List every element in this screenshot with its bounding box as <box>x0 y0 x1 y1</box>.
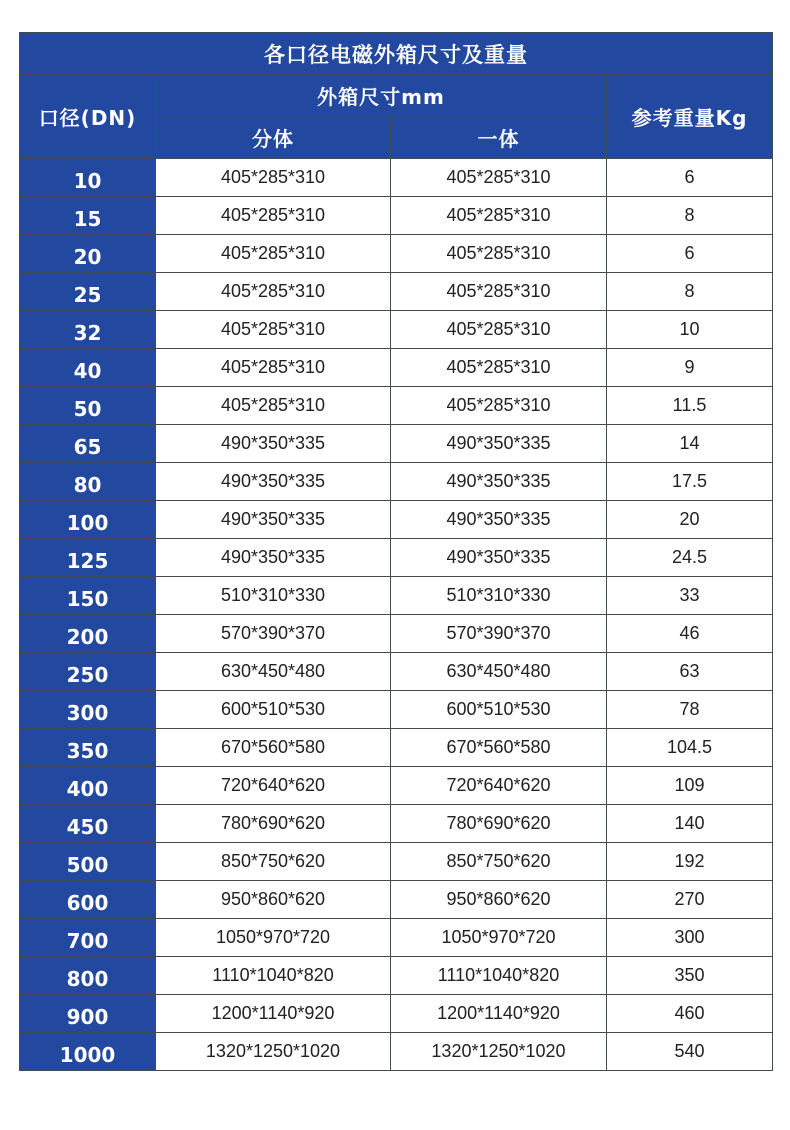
cell-dn-label: 15 <box>73 206 102 231</box>
cell-weight: 270 <box>607 881 773 919</box>
table-row <box>20 843 773 881</box>
cell-split-size: 490*350*335 <box>156 539 391 577</box>
cell-split-size: 405*285*310 <box>156 349 391 387</box>
cell-split-size: 570*390*370 <box>156 615 391 653</box>
table-body <box>20 159 773 1071</box>
cell-weight: 109 <box>607 767 773 805</box>
cell-dn-label: 700 <box>66 928 109 953</box>
cell-dn <box>20 957 156 995</box>
cell-integrated-size: 780*690*620 <box>391 805 607 843</box>
cell-integrated-size: 490*350*335 <box>391 463 607 501</box>
cell-integrated-size: 950*860*620 <box>391 881 607 919</box>
table-row <box>20 729 773 767</box>
table-row <box>20 501 773 539</box>
cell-dn-label: 250 <box>66 662 109 687</box>
header-split: 分体 <box>156 116 391 159</box>
table-row <box>20 805 773 843</box>
cell-integrated-size: 405*285*310 <box>391 311 607 349</box>
cell-integrated-size: 405*285*310 <box>391 159 607 197</box>
header-integrated: 一体 <box>391 116 607 159</box>
cell-dn <box>20 425 156 463</box>
cell-integrated-size: 1200*1140*920 <box>391 995 607 1033</box>
table-row <box>20 463 773 501</box>
cell-dn <box>20 197 156 235</box>
cell-dn <box>20 843 156 881</box>
cell-split-size: 600*510*530 <box>156 691 391 729</box>
table-row <box>20 919 773 957</box>
cell-dn-label: 600 <box>66 890 109 915</box>
cell-integrated-size: 405*285*310 <box>391 197 607 235</box>
table-row <box>20 1033 773 1071</box>
cell-dn <box>20 881 156 919</box>
box-size-weight-table-container <box>19 32 772 1071</box>
cell-dn <box>20 577 156 615</box>
cell-weight: 78 <box>607 691 773 729</box>
cell-dn-label: 40 <box>73 358 102 383</box>
cell-dn-label: 450 <box>66 814 109 839</box>
cell-dn <box>20 349 156 387</box>
table-row <box>20 615 773 653</box>
cell-dn-label: 350 <box>66 738 109 763</box>
cell-dn-label: 10 <box>73 168 102 193</box>
cell-weight: 6 <box>607 159 773 197</box>
cell-dn-label: 300 <box>66 700 109 725</box>
cell-weight: 17.5 <box>607 463 773 501</box>
cell-split-size: 1320*1250*1020 <box>156 1033 391 1071</box>
cell-weight: 350 <box>607 957 773 995</box>
cell-weight: 46 <box>607 615 773 653</box>
table-row <box>20 197 773 235</box>
header-weight: 参考重量Kg <box>607 75 773 159</box>
cell-dn-label: 65 <box>73 434 102 459</box>
cell-dn-label: 32 <box>73 320 102 345</box>
cell-dn <box>20 995 156 1033</box>
cell-weight: 20 <box>607 501 773 539</box>
table-row <box>20 691 773 729</box>
cell-dn <box>20 159 156 197</box>
cell-integrated-size: 405*285*310 <box>391 235 607 273</box>
cell-weight: 540 <box>607 1033 773 1071</box>
cell-integrated-size: 1110*1040*820 <box>391 957 607 995</box>
cell-integrated-size: 490*350*335 <box>391 501 607 539</box>
cell-integrated-size: 1050*970*720 <box>391 919 607 957</box>
header-box-size: 外箱尺寸mm <box>156 75 607 116</box>
cell-dn-label: 20 <box>73 244 102 269</box>
cell-split-size: 405*285*310 <box>156 197 391 235</box>
cell-weight: 11.5 <box>607 387 773 425</box>
cell-weight: 460 <box>607 995 773 1033</box>
cell-dn <box>20 501 156 539</box>
cell-integrated-size: 405*285*310 <box>391 349 607 387</box>
table-row <box>20 957 773 995</box>
cell-weight: 6 <box>607 235 773 273</box>
cell-split-size: 1110*1040*820 <box>156 957 391 995</box>
cell-split-size: 720*640*620 <box>156 767 391 805</box>
cell-split-size: 405*285*310 <box>156 387 391 425</box>
header-dn: 口径(DN) <box>20 75 156 159</box>
cell-dn <box>20 691 156 729</box>
table-row <box>20 159 773 197</box>
cell-dn <box>20 767 156 805</box>
cell-integrated-size: 1320*1250*1020 <box>391 1033 607 1071</box>
cell-split-size: 510*310*330 <box>156 577 391 615</box>
cell-weight: 9 <box>607 349 773 387</box>
cell-weight: 300 <box>607 919 773 957</box>
cell-split-size: 1200*1140*920 <box>156 995 391 1033</box>
cell-dn <box>20 273 156 311</box>
cell-weight: 24.5 <box>607 539 773 577</box>
cell-dn <box>20 311 156 349</box>
table-row <box>20 349 773 387</box>
table-row <box>20 425 773 463</box>
cell-split-size: 950*860*620 <box>156 881 391 919</box>
table-row <box>20 387 773 425</box>
cell-integrated-size: 405*285*310 <box>391 387 607 425</box>
cell-split-size: 490*350*335 <box>156 463 391 501</box>
table-row <box>20 653 773 691</box>
box-size-weight-table <box>19 32 773 1071</box>
cell-weight: 140 <box>607 805 773 843</box>
table-row <box>20 767 773 805</box>
cell-integrated-size: 670*560*580 <box>391 729 607 767</box>
cell-dn-label: 400 <box>66 776 109 801</box>
table-row <box>20 881 773 919</box>
cell-split-size: 405*285*310 <box>156 159 391 197</box>
table-row <box>20 311 773 349</box>
cell-dn <box>20 653 156 691</box>
cell-split-size: 780*690*620 <box>156 805 391 843</box>
cell-dn-label: 150 <box>66 586 109 611</box>
cell-split-size: 1050*970*720 <box>156 919 391 957</box>
cell-split-size: 850*750*620 <box>156 843 391 881</box>
cell-integrated-size: 600*510*530 <box>391 691 607 729</box>
cell-dn <box>20 919 156 957</box>
cell-dn-label: 200 <box>66 624 109 649</box>
cell-dn <box>20 235 156 273</box>
cell-weight: 8 <box>607 273 773 311</box>
cell-dn-label: 80 <box>73 472 102 497</box>
cell-dn <box>20 387 156 425</box>
cell-integrated-size: 570*390*370 <box>391 615 607 653</box>
cell-dn-label: 800 <box>66 966 109 991</box>
cell-dn-label: 900 <box>66 1004 109 1029</box>
cell-split-size: 490*350*335 <box>156 501 391 539</box>
cell-split-size: 630*450*480 <box>156 653 391 691</box>
cell-split-size: 405*285*310 <box>156 311 391 349</box>
cell-integrated-size: 630*450*480 <box>391 653 607 691</box>
cell-integrated-size: 490*350*335 <box>391 425 607 463</box>
cell-split-size: 490*350*335 <box>156 425 391 463</box>
cell-dn <box>20 615 156 653</box>
cell-weight: 63 <box>607 653 773 691</box>
table-title: 各口径电磁外箱尺寸及重量 <box>20 33 773 75</box>
cell-dn <box>20 1033 156 1071</box>
cell-dn-label: 500 <box>66 852 109 877</box>
cell-split-size: 405*285*310 <box>156 235 391 273</box>
cell-weight: 33 <box>607 577 773 615</box>
cell-split-size: 405*285*310 <box>156 273 391 311</box>
cell-weight: 10 <box>607 311 773 349</box>
cell-dn <box>20 463 156 501</box>
cell-dn-label: 25 <box>73 282 102 307</box>
cell-weight: 104.5 <box>607 729 773 767</box>
cell-dn-label: 1000 <box>59 1042 116 1067</box>
cell-integrated-size: 490*350*335 <box>391 539 607 577</box>
cell-split-size: 670*560*580 <box>156 729 391 767</box>
cell-integrated-size: 720*640*620 <box>391 767 607 805</box>
cell-dn <box>20 539 156 577</box>
cell-dn <box>20 729 156 767</box>
table-row <box>20 539 773 577</box>
cell-integrated-size: 850*750*620 <box>391 843 607 881</box>
cell-weight: 14 <box>607 425 773 463</box>
cell-dn-label: 50 <box>73 396 102 421</box>
cell-integrated-size: 405*285*310 <box>391 273 607 311</box>
cell-integrated-size: 510*310*330 <box>391 577 607 615</box>
table-row <box>20 995 773 1033</box>
table-row <box>20 273 773 311</box>
cell-dn <box>20 805 156 843</box>
cell-dn-label: 100 <box>66 510 109 535</box>
table-row <box>20 577 773 615</box>
cell-weight: 192 <box>607 843 773 881</box>
cell-weight: 8 <box>607 197 773 235</box>
cell-dn-label: 125 <box>66 548 109 573</box>
table-row <box>20 235 773 273</box>
